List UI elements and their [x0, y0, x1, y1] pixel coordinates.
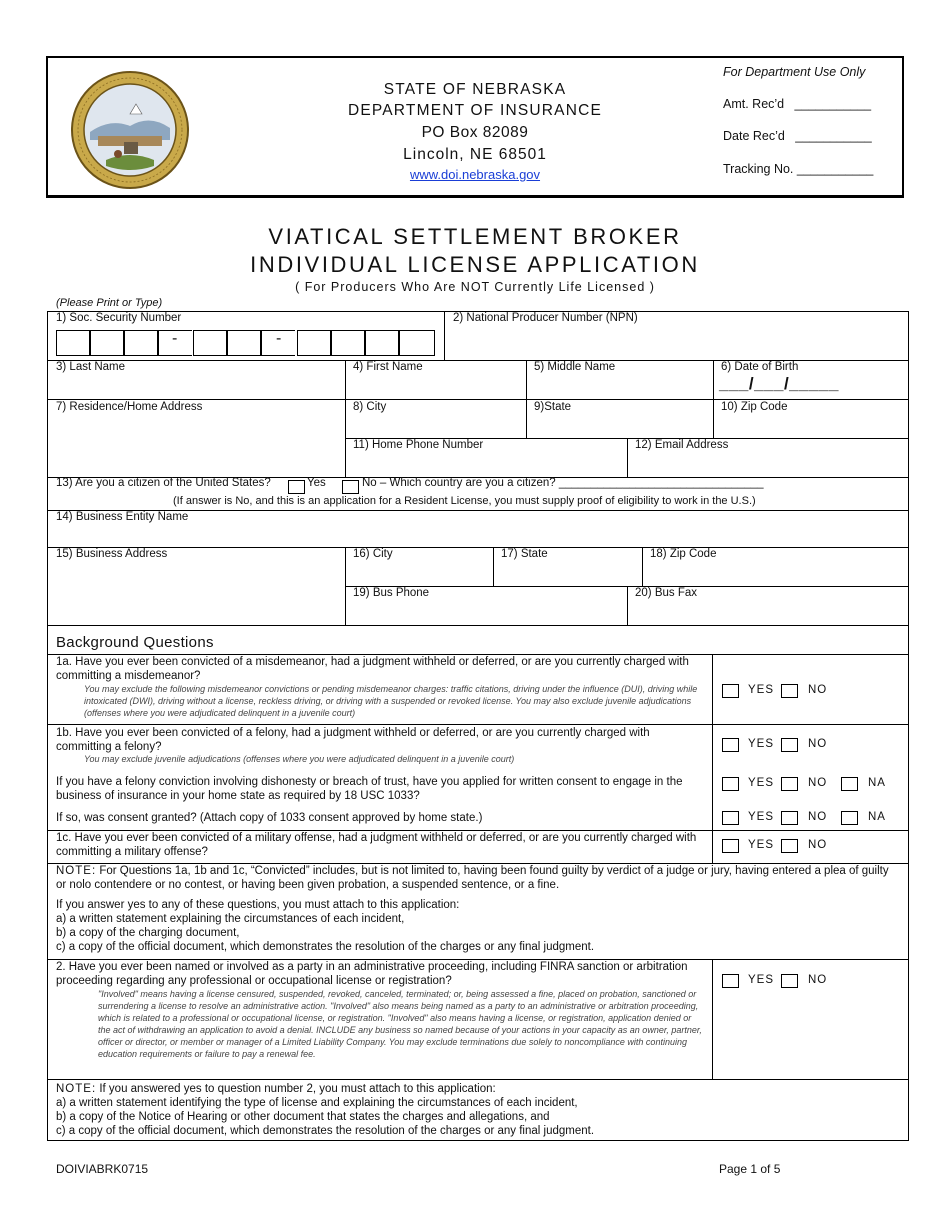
note-q2: NOTE: If you answered yes to question number 2, you must attach to this application:: [56, 1083, 496, 1095]
note-attach-a: a) a written statement explaining the circumstances of each incident,: [56, 913, 405, 925]
q1a-yes-label: YES: [748, 684, 775, 696]
citizen-no-checkbox[interactable]: [342, 480, 359, 494]
q2-yes-checkbox[interactable]: [722, 974, 739, 988]
note-attach-c: c) a copy of the official document, which demonstrates the resolution of the charges or any final judgment.: [56, 941, 595, 953]
note-convicted: NOTE: For Questions 1a, 1b and 1c, “Convicted” includes, but is not limited to, having been found guilty by verdict of a judge or jury, having entered a plea of guilty or nolo contendere or no contest, or having been given probation, a suspended sentence, or a fine.: [56, 865, 889, 891]
q1b-trust-na-checkbox[interactable]: [841, 777, 858, 791]
q1b-granted-na-label: NA: [868, 811, 886, 823]
dob-label: 6) Date of Birth: [721, 361, 799, 373]
home-phone-field[interactable]: 11) Home Phone Number: [353, 439, 484, 451]
page-number: Page 1 of 5: [719, 1162, 781, 1176]
q1a-no-checkbox[interactable]: [781, 684, 798, 698]
q1b-yes-checkbox[interactable]: [722, 738, 739, 752]
state-name: STATE OF NEBRASKA: [383, 81, 567, 98]
npn-field[interactable]: 2) National Producer Number (NPN): [453, 312, 638, 324]
form-title-line2: INDIVIDUAL LICENSE APPLICATION: [250, 252, 700, 277]
q1c-yes-checkbox[interactable]: [722, 839, 739, 853]
note-attach-b: b) a copy of the charging document,: [56, 927, 240, 939]
question-1a: 1a. Have you ever been convicted of a misdemeanor, had a judgment withheld or deferred, or are you currently charged with committing a misdemeanor?: [56, 656, 689, 682]
first-name-field[interactable]: 4) First Name: [353, 361, 423, 373]
q1b-trust-yes-checkbox[interactable]: [722, 777, 739, 791]
citizen-question: 13) Are you a citizen of the United States?: [56, 477, 271, 489]
business-fax-field[interactable]: 20) Bus Fax: [635, 587, 697, 599]
dept-use-title: For Department Use Only: [723, 65, 866, 79]
q1b-granted-no-label: NO: [808, 811, 828, 823]
residence-address-field[interactable]: 7) Residence/Home Address: [56, 401, 203, 413]
business-city-field[interactable]: 16) City: [353, 548, 393, 560]
q1b-yes-label: YES: [748, 738, 775, 750]
date-received-field[interactable]: Date Rec’d ___________: [723, 129, 872, 143]
citizen-no-label: No – Which country are you a citizen? ________________________________: [362, 477, 764, 489]
q1b-granted-yes-label: YES: [748, 811, 775, 823]
q1b-trust-na-label: NA: [868, 777, 886, 789]
form-subtitle: ( For Producers Who Are NOT Currently Life Licensed ): [295, 280, 655, 294]
zip-code-field[interactable]: 10) Zip Code: [721, 401, 788, 413]
note-q2-a: a) a written statement identifying the type of license and explaining the circumstances of each incident,: [56, 1097, 578, 1109]
form-title-line1: VIATICAL SETTLEMENT BROKER: [268, 224, 682, 249]
question-1b-note: You may exclude juvenile adjudications (offenses where you were adjudicated delinquent in a juvenile court): [84, 754, 515, 764]
city-field[interactable]: 8) City: [353, 401, 387, 413]
q1c-no-checkbox[interactable]: [781, 839, 798, 853]
q1b-granted-na-checkbox[interactable]: [841, 811, 858, 825]
q2-no-label: NO: [808, 974, 828, 986]
question-1b-trust: If you have a felony conviction involving dishonesty or breach of trust, have you applied for written consent to engage in the business of insurance in your home state as required by 18 USC 1033?: [56, 776, 683, 802]
middle-name-field[interactable]: 5) Middle Name: [534, 361, 616, 373]
question-1b: 1b. Have you ever been convicted of a felony, had a judgment withheld or deferred, or are you currently charged with committing a felony?: [56, 727, 650, 753]
business-zip-field[interactable]: 18) Zip Code: [650, 548, 717, 560]
business-address-field[interactable]: 15) Business Address: [56, 548, 168, 560]
citizen-yes-label: Yes: [307, 477, 326, 489]
q1b-trust-no-label: NO: [808, 777, 828, 789]
q1b-no-label: NO: [808, 738, 828, 750]
business-phone-field[interactable]: 19) Bus Phone: [353, 587, 430, 599]
q2-no-checkbox[interactable]: [781, 974, 798, 988]
background-heading: Background Questions: [56, 634, 214, 651]
dob-input[interactable]: ___/___/_____: [719, 374, 839, 393]
website-link[interactable]: www.doi.nebraska.gov: [409, 167, 541, 182]
q2-yes-label: YES: [748, 974, 775, 986]
q1b-trust-yes-label: YES: [748, 777, 775, 789]
ssn-label: 1) Soc. Security Number: [56, 312, 182, 324]
citizen-yes-checkbox[interactable]: [288, 480, 305, 494]
q1b-trust-no-checkbox[interactable]: [781, 777, 798, 791]
email-field[interactable]: 12) Email Address: [635, 439, 729, 451]
nebraska-seal-logo: [70, 70, 190, 190]
q1c-no-label: NO: [808, 839, 828, 851]
business-entity-field[interactable]: 14) Business Entity Name: [56, 511, 189, 523]
q1b-no-checkbox[interactable]: [781, 738, 798, 752]
tracking-number-field[interactable]: Tracking No. ___________: [723, 162, 874, 176]
po-box: PO Box 82089: [421, 124, 529, 141]
amt-received-field[interactable]: Amt. Rec’d ___________: [723, 97, 872, 111]
citizen-note: (If answer is No, and this is an application for a Resident License, you must supply proof of eligibility to work in the U.S.): [173, 495, 756, 507]
q1a-yes-checkbox[interactable]: [722, 684, 739, 698]
state-field[interactable]: 9)State: [534, 401, 572, 413]
q1b-granted-yes-checkbox[interactable]: [722, 811, 739, 825]
print-note: (Please Print or Type): [56, 297, 163, 309]
note-q2-c: c) a copy of the official document, which demonstrates the resolution of the charges or any final judgment.: [56, 1125, 595, 1137]
form-code: DOIVIABRK0715: [56, 1162, 149, 1176]
question-1a-note: You may exclude the following misdemeanor convictions or pending misdemeanor charges: traffic citations, driving under the influence (DUI), driving while intoxicated (DWI), driving without a license, reckless driving, or driving with a suspended or revoked license. You may also exclude juvenile adjudications (offenses where you were adjudicated delinquent in a juvenile court): [84, 684, 698, 718]
city-address: Lincoln, NE 68501: [403, 146, 547, 163]
question-2: 2. Have you ever been named or involved as a party in an administrative proceeding, including FINRA sanction or arbitration proceeding regarding any professional or occupational license or registration?: [56, 961, 688, 987]
question-2-note: "Involved" means having a license censured, suspended, revoked, canceled, terminated; or, being assessed a fine, placed on probation, sanctioned or surrendering a license to resolve an administrative action. "Involved" also means being named as a party to an administrative or arbitration proceeding, which is related to a professional or occupational license, or registration. "Involved" also means having a license, or registration, application denied or the act of withdrawing an application to avoid a denial. INCLUDE any business so named because of your actions in your capacity as an owner, partner, officer or director, or member or manager of a Limited Liability Company. You may exclude terminations due solely to noncompliance with continuing education requirements or failure to pay a renewal fee.: [98, 989, 702, 1059]
business-state-field[interactable]: 17) State: [501, 548, 548, 560]
note-attach: If you answer yes to any of these questions, you must attach to this application:: [56, 899, 460, 911]
q1c-yes-label: YES: [748, 839, 775, 851]
question-1c: 1c. Have you ever been convicted of a military offense, had a judgment withheld or deferred, or are you currently charged with committing a military offense?: [56, 832, 697, 858]
question-1b-granted: If so, was consent granted? (Attach copy of 1033 consent approved by home state.): [56, 812, 483, 824]
last-name-field[interactable]: 3) Last Name: [56, 361, 126, 373]
note-q2-b: b) a copy of the Notice of Hearing or other document that states the charges and allegations, and: [56, 1111, 550, 1123]
department-name: DEPARTMENT OF INSURANCE: [347, 102, 603, 119]
q1a-no-label: NO: [808, 684, 828, 696]
q1b-granted-no-checkbox[interactable]: [781, 811, 798, 825]
